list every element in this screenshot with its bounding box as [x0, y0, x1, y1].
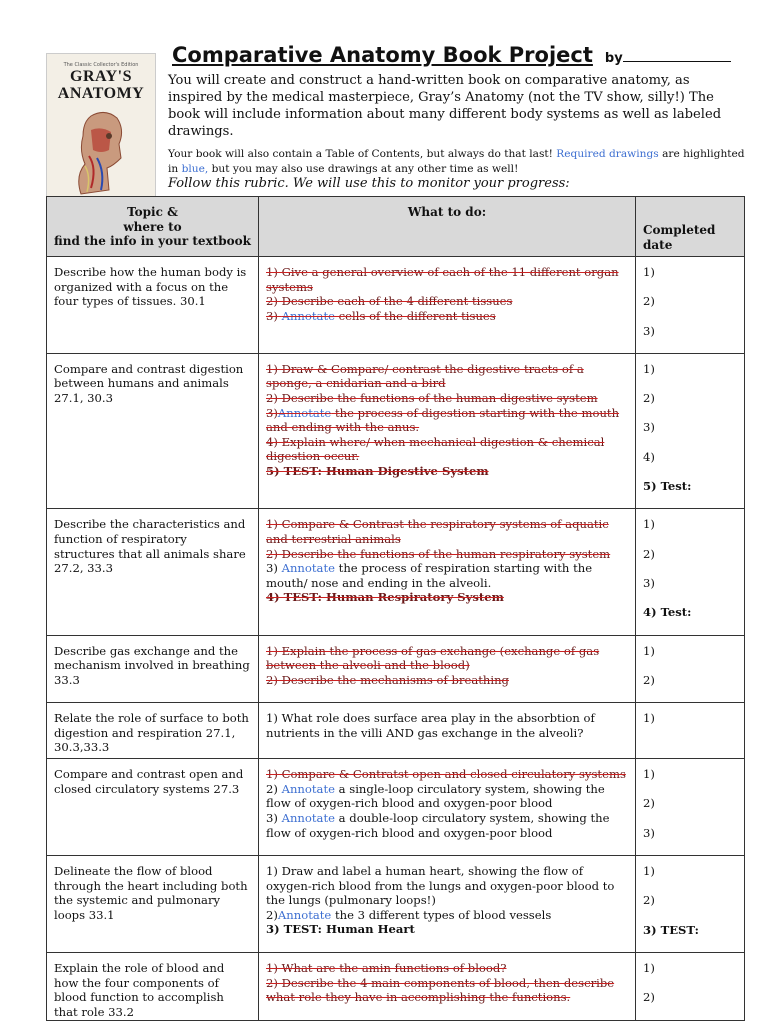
annotate-keyword: Annotate [281, 810, 335, 825]
annotate-keyword: Annotate [277, 405, 332, 420]
header-completed-line2: date [643, 237, 673, 252]
task-text: a double-loop circulatory system, showing the flow of oxygen-rich blood and oxygen-poor blood [266, 810, 610, 840]
task-item: 1) Compare & Contrast the respiratory systems of aquatic and terrestrial animals [266, 517, 609, 546]
completed-cell [636, 759, 745, 856]
topic-cell: Explain the role of blood and how the four components of blood function to accomplish that role 33.2 [47, 952, 259, 1020]
note-part2: are highlighted in [168, 148, 745, 175]
tasks-cell [259, 703, 636, 759]
completed-entry: 2) [643, 893, 655, 908]
completed-entry: 3) [643, 420, 655, 435]
completed-entry: 3) [643, 575, 655, 590]
topic-cell: Relate the role of surface to both digestion and respiration 27.1, 30.3,33.3 [47, 703, 259, 759]
completed-entry: 1) [643, 864, 655, 879]
by-label: by [604, 51, 623, 66]
completed-entry: 4) Test: [643, 605, 692, 620]
annotate-keyword: Annotate [277, 907, 332, 922]
task-text: the process of digestion starting with the mouth and ending with the anus. [266, 405, 620, 435]
annotate-keyword: Annotate [281, 781, 335, 796]
completed-entry: 4) [643, 449, 655, 464]
completed-cell [636, 635, 745, 703]
header-completed [636, 197, 745, 257]
task-number: 2) [266, 907, 278, 922]
tasks-cell [259, 509, 636, 635]
task-item [266, 561, 628, 590]
cover-title-line1: GRAY'S [70, 68, 132, 85]
task-item: 2) Describe the functions of the human respiratory system [266, 546, 611, 561]
task-item: 2) Describe the functions of the human digestive system [266, 391, 598, 406]
annotate-keyword: Annotate [281, 561, 335, 576]
topic-cell: Compare and contrast open and closed circulatory systems 27.3 [47, 759, 259, 856]
completed-entry: 5) Test: [643, 479, 692, 494]
blue-word: blue, [181, 163, 209, 175]
tasks-cell [259, 257, 636, 354]
completed-cell [636, 703, 745, 759]
completed-entry: 2) [643, 294, 655, 309]
header-topic-line1: Topic & [127, 205, 178, 219]
table-row [47, 759, 745, 856]
header-completed-line1: Completed [643, 223, 716, 237]
topic-cell: Delineate the flow of blood through the heart including both the systemic and pulmonary loops 33.1 [47, 856, 259, 953]
task-text: the 3 different types of blood vessels [331, 907, 552, 922]
completed-cell [636, 353, 745, 508]
header-topic-line2: where to [123, 219, 182, 234]
topic-cell: Compare and contrast digestion between humans and animals 27.1, 30.3 [47, 353, 259, 508]
required-drawings-text: Required drawings [556, 148, 659, 160]
completed-entry: 1) [643, 517, 655, 532]
annotate-keyword: Annotate [281, 308, 335, 323]
header-topic-line3: find the info in your textbook [54, 234, 251, 249]
completed-entry: 1) [643, 767, 655, 782]
note-part3: but you may also use drawings at any other time as well! [211, 163, 519, 175]
completed-entry: 2) [643, 391, 655, 406]
follow-rubric-text: Follow this rubric. We will use this to monitor your progress: [168, 176, 570, 191]
completed-entry: 2) [643, 990, 655, 1005]
completed-entry: 3) [643, 825, 655, 840]
task-number: 3) [266, 561, 282, 576]
table-row [47, 952, 745, 1020]
task-text: a single-loop circulatory system, showing the flow of oxygen-rich blood and oxygen-poor blood [266, 781, 605, 811]
task-item: 3) TEST: Human Heart [266, 922, 415, 937]
task-item: 2) Describe each of the 4 different tissues [266, 294, 513, 309]
task-item: 1) Draw & Compare/ contrast the digestive tracts of a sponge, a cnidarian and a bird [266, 361, 584, 391]
task-text: cells of the different tisues [334, 308, 496, 323]
task-item: 5) TEST: Human Digestive System [266, 464, 489, 479]
task-item: 2) Describe the 4 main components of blood, then describe what role they have in accomplishing the functions. [266, 975, 615, 1005]
anatomy-illustration-icon [61, 106, 143, 198]
header-topic [47, 197, 259, 257]
table-row [47, 703, 745, 759]
tasks-cell [259, 353, 636, 508]
tasks-cell [259, 952, 636, 1020]
completed-entry: 1) [643, 711, 655, 726]
tasks-cell [259, 856, 636, 953]
completed-entry: 3) [643, 323, 655, 338]
author-name-blank [623, 47, 731, 62]
task-item: 1) Compare & Contratst open and closed circulatory systems [266, 767, 626, 782]
completed-entry: 1) [643, 643, 655, 658]
drawings-note [168, 147, 748, 177]
completed-entry: 1) [643, 960, 655, 975]
completed-entry: 2) [643, 672, 655, 687]
table-row [47, 353, 745, 508]
task-item [266, 406, 628, 435]
task-item [266, 782, 628, 811]
task-item: 1) What are the amin functions of blood? [266, 960, 507, 975]
rubric-table [46, 196, 745, 1021]
task-item [266, 908, 628, 923]
completed-entry: 1) [643, 265, 655, 279]
task-number: 3) [266, 405, 278, 420]
task-item [266, 811, 628, 840]
table-row [47, 856, 745, 953]
page-title [172, 43, 731, 67]
header-what-to-do: What to do: [259, 197, 636, 257]
task-item: 1) Explain the process of gas exchange (exchange of gas between the alveoli and the blood) [266, 643, 600, 673]
task-number: 3) [266, 308, 282, 323]
book-cover-image [46, 53, 156, 211]
topic-cell: Describe how the human body is organized with a focus on the four types of tissues. 30.1 [47, 257, 259, 354]
task-item: 4) Explain where/ when mechanical digestion & chemical digestion occur. [266, 434, 605, 464]
tasks-cell [259, 635, 636, 703]
task-item: 2) Describe the mechanisms of breathing [266, 672, 509, 687]
cover-title-line2: ANATOMY [57, 85, 145, 102]
task-item: 1) What role does surface area play in the absorbtion of nutrients in the villi AND gas exchange in the alveoli? [266, 711, 595, 740]
task-item [266, 309, 628, 324]
task-text: the process of respiration starting with the mouth/ nose and ending in the alveoli. [266, 561, 593, 590]
task-number: 3) [266, 810, 282, 825]
table-header-row [47, 197, 745, 257]
rubric-table-body [47, 257, 745, 1021]
table-row [47, 635, 745, 703]
completed-entry: 1) [643, 361, 655, 376]
completed-cell [636, 952, 745, 1020]
completed-cell [636, 856, 745, 953]
completed-entry: 3) TEST: [643, 922, 699, 937]
tasks-cell [259, 759, 636, 856]
completed-entry: 2) [643, 796, 655, 811]
task-item: 4) TEST: Human Respiratory System [266, 590, 504, 605]
intro-paragraph: You will create and construct a hand-written book on comparative anatomy, as inspired by the medical masterpiece, Gray’s Anatomy (not the TV show, silly!) The book will include information about many different body systems as well as labeled drawings. [168, 73, 722, 139]
completed-entry: 2) [643, 546, 655, 561]
note-part1: Your book will also contain a Table of Contents, but always do that last! [168, 148, 553, 160]
task-item: 1) Draw and label a human heart, showing the flow of oxygen-rich blood from the lungs and oxygen-poor blood to the lungs (pulmonary loops!) [266, 864, 615, 908]
page-title-text: Comparative Anatomy Book Project [172, 43, 593, 67]
table-row [47, 257, 745, 354]
completed-cell [636, 509, 745, 635]
topic-cell: Describe the characteristics and function of respiratory structures that all animals share 27.2, 33.3 [47, 509, 259, 635]
table-row [47, 509, 745, 635]
cover-edition-text: The Classic Collector's Edition [63, 62, 139, 68]
topic-cell: Describe gas exchange and the mechanism involved in breathing 33.3 [47, 635, 259, 703]
completed-cell [636, 257, 745, 354]
task-number: 2) [266, 781, 282, 796]
task-item: 1) Give a general overview of each of the 11 different organ systems [266, 265, 619, 294]
